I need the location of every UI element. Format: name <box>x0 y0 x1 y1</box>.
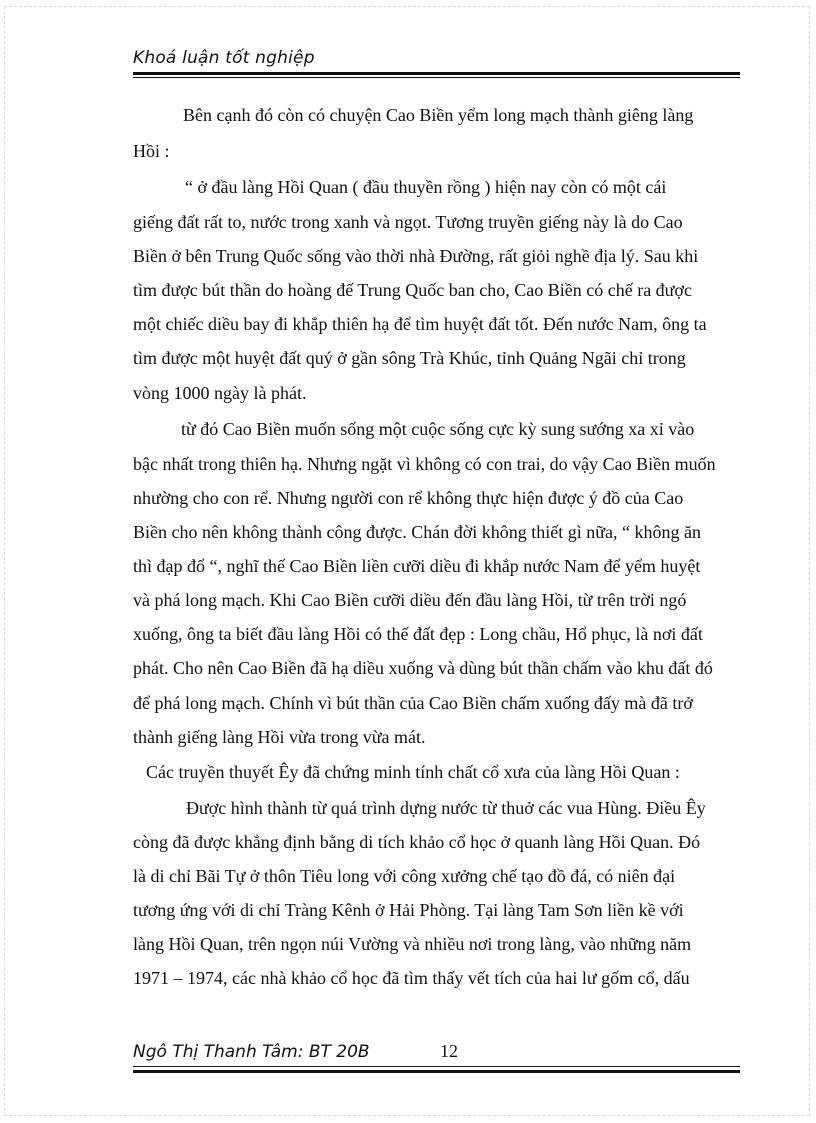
text-line: để phá long mạch. Chính vì bút thần của Cao Biền chấm xuống đấy mà đã trở <box>133 693 693 713</box>
text-line: Các truyền thuyết Êy đã chứng minh tính chất cổ xưa của làng Hồi Quan : <box>146 762 680 782</box>
text-line: xuống, ông ta biết đầu làng Hồi có thế đất đẹp : Long chầu, Hổ phục, là nơi đất <box>133 624 703 644</box>
page-header: Khoá luận tốt nghiệp <box>133 48 315 68</box>
text-line: bậc nhất trong thiên hạ. Nhưng ngặt vì không có con trai, do vậy Cao Biền muốn <box>133 454 716 474</box>
page-number: 12 <box>440 1041 458 1061</box>
text-line: 1971 – 1974, các nhà khảo cổ học đã tìm thấy vết tích của hai lư gốm cổ, dấu <box>133 968 690 988</box>
text-line: Hồi : <box>133 141 170 161</box>
footer-rule-thin <box>133 1066 740 1067</box>
text-line: tìm được một huyệt đất quý ở gần sông Trà Khúc, tỉnh Quảng Ngãi chỉ trong <box>133 348 686 368</box>
header-rule-thin <box>133 77 740 78</box>
text-line: một chiếc diều bay đi khắp thiên hạ để tìm huyệt đất tốt. Đến nước Nam, ông ta <box>133 314 707 334</box>
header-rule-thick <box>133 72 740 75</box>
text-line: tương ứng với di chỉ Tràng Kênh ở Hải Phòng. Tại làng Tam Sơn liền kề với <box>133 900 684 920</box>
text-line: vòng 1000 ngày là phát. <box>133 383 307 403</box>
text-line: Được hình thành từ quá trình dựng nước từ thuở các vua Hùng. Điều Êy <box>186 798 706 818</box>
text-line: từ đó Cao Biền muốn sống một cuộc sống cực kỳ sung sướng xa xỉ vào <box>181 419 695 439</box>
footer-rule-thick <box>133 1070 740 1073</box>
text-line: thành giếng làng Hồi vừa trong vừa mát. <box>133 727 426 747</box>
text-line: làng Hồi Quan, trên ngọn núi Vường và nhiều nơi trong làng, vào những năm <box>133 934 692 954</box>
text-line: còng đã được khẳng định bằng di tích khảo cổ học ở quanh làng Hồi Quan. Đó <box>133 832 701 852</box>
text-line: phát. Cho nên Cao Biền đã hạ diều xuống và dùng bút thần chấm vào khu đất đó <box>133 658 713 678</box>
text-line: và phá long mạch. Khi Cao Biền cưỡi diều đến đầu làng Hồi, từ trên trời ngó <box>133 590 687 610</box>
text-line: giếng đất rất to, nước trong xanh và ngọt. Tương truyền giếng này là do Cao <box>133 212 683 232</box>
text-line: Biền cho nên không thành công được. Chán đời không thiết gì nữa, “ không ăn <box>133 522 701 542</box>
text-line: thì đạp đổ “, nghĩ thế Cao Biền liền cưỡi diều đi khắp nước Nam để yểm huyệt <box>133 556 701 576</box>
text-line: tìm được bút thần do hoàng đế Trung Quốc ban cho, Cao Biền có chế ra được <box>133 280 692 300</box>
text-line: là di chỉ Bãi Tự ở thôn Tiêu long với công xưởng chế tạo đồ đá, có niên đại <box>133 866 676 886</box>
text-line: Bên cạnh đó còn có chuyện Cao Biền yểm long mạch thành giêng làng <box>183 105 694 125</box>
text-line: Biền ở bên Trung Quốc sống vào thời nhà Đường, rất giỏi nghề địa lý. Sau khi <box>133 246 699 266</box>
text-line: “ ở đầu làng Hồi Quan ( đầu thuyền rồng ) hiện nay còn có một cái <box>185 177 667 197</box>
footer-author: Ngô Thị Thanh Tâm: BT 20B <box>133 1042 370 1062</box>
text-line: nhường cho con rể. Nhưng người con rể không thực hiện được ý đồ của Cao <box>133 488 684 508</box>
